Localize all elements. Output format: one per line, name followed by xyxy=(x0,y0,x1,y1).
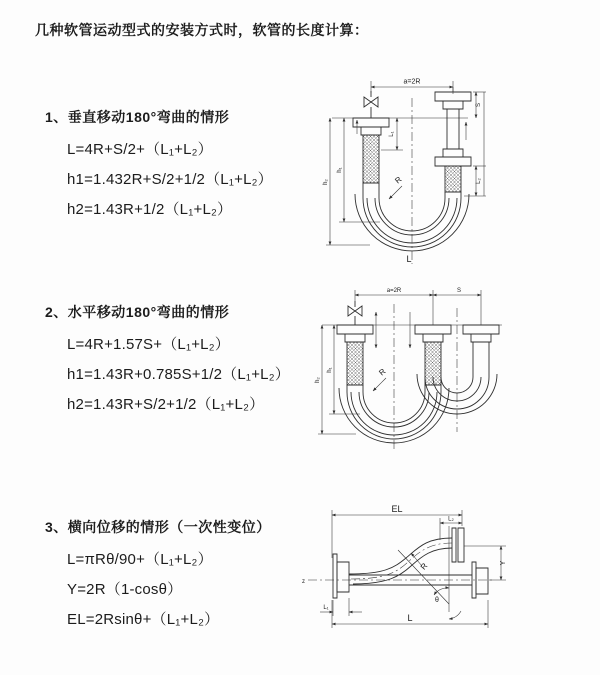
diagram-lateral-displacement xyxy=(298,500,598,650)
dim-label-el: EL xyxy=(391,504,403,514)
dim-label-l1: L₁ xyxy=(389,131,395,137)
angle-construction xyxy=(398,526,461,619)
dim-l xyxy=(332,600,488,628)
left-flange-fitting xyxy=(337,325,373,392)
dim-label-a2r: a=2R xyxy=(403,78,421,86)
radius-leader xyxy=(389,175,404,199)
page-title: 几种软管运动型式的安装方式时，软管的长度计算： xyxy=(35,22,369,38)
valve-icon xyxy=(348,301,362,325)
upper-flange xyxy=(452,528,506,562)
dim-l2 xyxy=(464,92,486,196)
dim-label-l1: L₁ xyxy=(323,605,329,611)
dim-label-h1: h₁ xyxy=(327,367,333,373)
section-2-formula-L: L=4R+1.57S+（L₁+L₂） xyxy=(67,336,230,353)
radius-label: R xyxy=(418,561,430,572)
dim-label-y: Y xyxy=(500,560,507,566)
valve-icon xyxy=(364,91,378,118)
angle-label-theta: θ xyxy=(435,597,439,604)
dim-el xyxy=(332,504,462,558)
right-flange-fitting-phantom xyxy=(463,325,499,377)
middle-flange-fitting xyxy=(415,325,451,392)
dim-label-h1: h₁ xyxy=(337,167,343,173)
dim-label-a2r: a=2R xyxy=(386,288,402,294)
section-3-heading: 3、横向位移的情形（一次性变位） xyxy=(45,519,271,535)
section-1-formula-L: L=4R+S/2+（L₁+L₂） xyxy=(67,141,213,158)
dim-label-s: S xyxy=(456,288,462,294)
dim-label-s: S xyxy=(476,102,482,108)
section-2-heading: 2、水平移动180°弯曲的情形 xyxy=(45,304,230,320)
dim-label-h2: h₂ xyxy=(323,179,329,185)
diagram-horizontal-180-bend xyxy=(310,282,600,462)
length-label: L xyxy=(406,254,412,264)
dim-l1 xyxy=(320,598,362,616)
section-3-formula-L: L=πRθ/90+（L₁+L₂） xyxy=(67,551,213,568)
fitting-length-leaders xyxy=(376,312,410,348)
dim-y xyxy=(489,546,507,580)
left-flange xyxy=(333,554,349,598)
radius-label: R xyxy=(377,366,388,378)
section-3-formula-Y: Y=2R（1-cosθ） xyxy=(67,581,183,598)
section-1-formula-h1: h1=1.432R+S/2+1/2（L₁+L₂） xyxy=(67,171,273,188)
dim-label-l: L xyxy=(407,613,413,623)
right-flange-fitting xyxy=(435,87,471,198)
centerline-mark: z xyxy=(302,579,305,585)
dim-label-h2: h₂ xyxy=(315,377,321,383)
section-1-heading: 1、垂直移动180°弯曲的情形 xyxy=(45,109,230,125)
radius-leader xyxy=(373,367,388,391)
dim-label-l2: L₂ xyxy=(448,516,454,523)
diagram-vertical-180-bend xyxy=(318,70,568,270)
s-curve-hose-displaced-position xyxy=(349,538,452,584)
radius-leader xyxy=(411,553,430,571)
dim-label-l2: L₂ xyxy=(476,178,482,184)
dim-a2r xyxy=(371,79,453,94)
section-2-formula-h1: h1=1.43R+0.785S+1/2（L₁+L₂） xyxy=(67,366,290,383)
section-2-formula-h2: h2=1.43R+S/2+1/2（L₁+L₂） xyxy=(67,396,265,413)
radius-label: R xyxy=(393,174,404,186)
section-1-formula-h2: h2=1.43R+1/2（L₁+L₂） xyxy=(67,201,233,218)
section-3-formula-EL: EL=2Rsinθ+（L₁+L₂） xyxy=(67,611,220,628)
dim-s xyxy=(433,288,481,325)
